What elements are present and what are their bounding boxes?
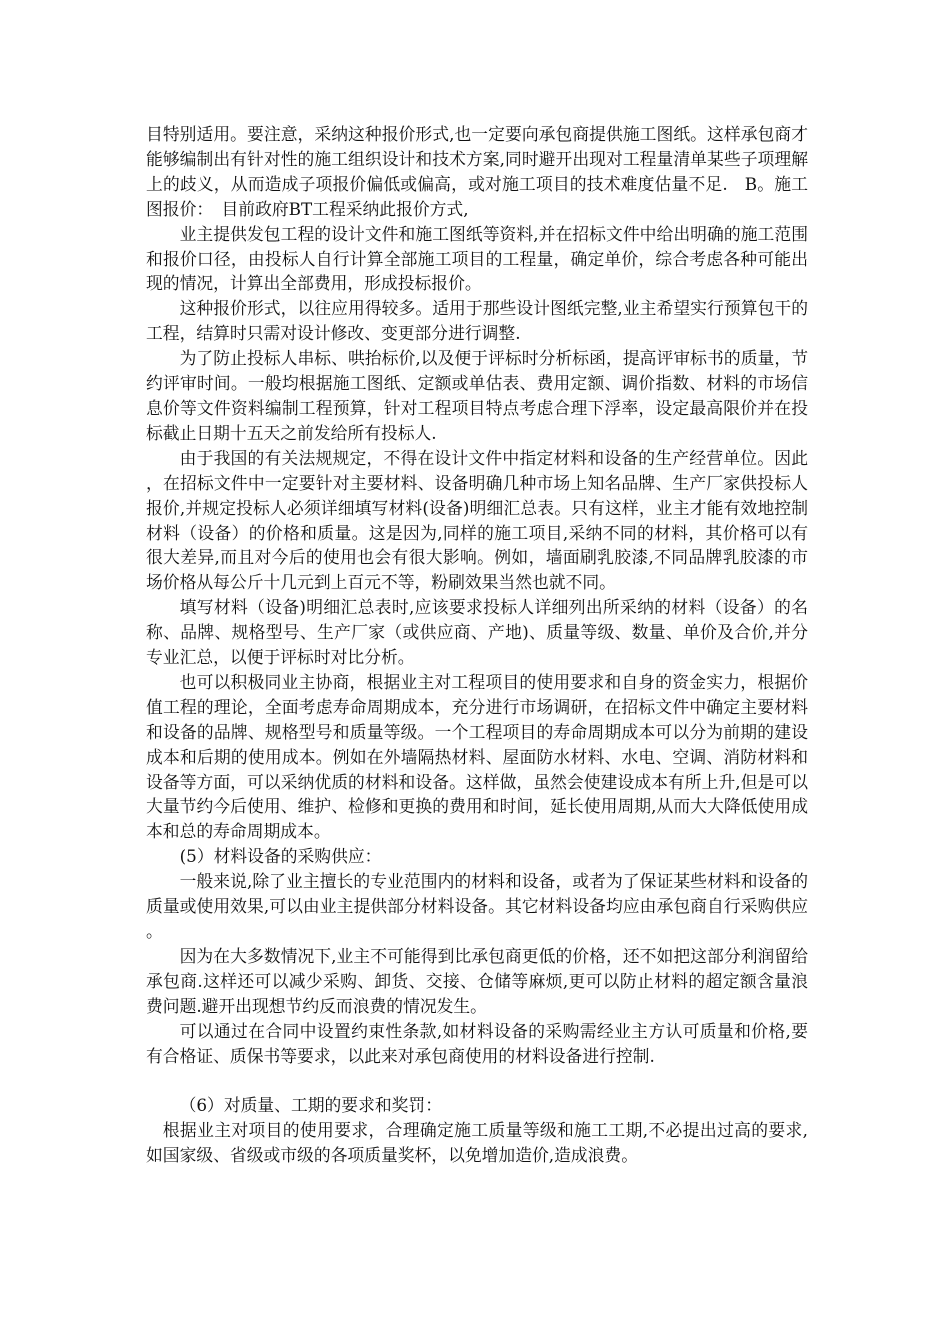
- paragraph-owner-supplied-materials: 一般来说,除了业主擅长的专业范围内的材料和设备，或者为了保证某些材料和设备的质量或使用效果,可以由业主提供部分材料设备。其它材料设备均应由承包商自行采购供应。: [146, 871, 808, 941]
- paragraph-profit-to-contractor: 因为在大多数情况下,业主不可能得到比承包商更低的价格，还不如把这部分利润留给承包商.这样还可以减少采购、卸货、交接、仓储等麻烦,更可以防止材料的超定额含量浪费问题.避开出现想节约反而浪费的情况发生。: [146, 945, 808, 1016]
- paragraph-owner-provides-drawings: 业主提供发包工程的设计文件和施工图纸等资料,并在招标文件中给出明确的施工范围和报价口径，由投标人自行计算全部施工项目的工程量，确定单价，综合考虑各种可能出现的情况，计算出全部费用，形成投标报价。: [146, 223, 808, 294]
- heading-material-procurement: (5）材料设备的采购供应：: [179, 846, 382, 867]
- paragraph-max-price-limit: 为了防止投标人串标、哄抬标价,以及便于评标时分析标函，提高评审标书的质量，节约评审时间。一般均根据施工图纸、定额或单估表、费用定额、调价指数、材料的市场信息价等文件资料编制工程预算，针对工程项目特点考虑合理下浮率，设定最高限价并在投标截止日期十五天之前发给所有投标人.: [146, 348, 808, 443]
- paragraph-contract-clauses: 可以通过在合同中设置约束性条款,如材料设备的采购需经业主方认可质量和价格,要有合格证、质保书等要求，以此来对承包商使用的材料设备进行控制.: [146, 1020, 808, 1066]
- paragraph-quote-form-continued: 目特别适用。要注意，采纳这种报价形式,也一定要向承包商提供施工图纸。这样承包商才能够编制出有针对性的施工组织设计和技术方案,同时避开出现对工程量清单某些子项理解上的歧义，从而造成子项报价偏低或偏高，或对施工项目的技术难度估量不足. B。施工图报价： 目前政府BT工程采纳此报价方式,: [146, 124, 808, 219]
- document-page: [146, 122, 808, 1168]
- paragraph-life-cycle-cost: 也可以积极同业主协商，根据业主对工程项目的使用要求和自身的资金实力，根据价值工程的理论，全面考虑寿命周期成本，充分进行市场调研，在招标文件中确定主要材料和设备的品牌、规格型号和质量等级。一个工程项目的寿命周期成本可以分为前期的建设成本和后期的使用成本。例如在外墙隔热材料、屋面防水材料、水电、空调、消防材料和设备等方面，可以采纳优质的材料和设备。这样做，虽然会使建设成本有所上升,但是可以大量节约今后使用、维护、检修和更换的费用和时间，延长使用周期,从而大大降低使用成本和总的寿命周期成本。: [146, 671, 808, 842]
- paragraph-material-brands: 由于我国的有关法规规定，不得在设计文件中指定材料和设备的生产经营单位。因此，在招标文件中一定要针对主要材料、设备明确几种市场上知名品牌、生产厂家供投标人报价,并规定投标人必须详细填写材料(设备)明细汇总表。只有这样，业主才能有效地控制材料（设备）的价格和质量。这是因为,同样的施工项目,采纳不同的材料，其价格可以有很大差异,而且对今后的使用也会有很大影响。例如，墙面刷乳胶漆,不同品牌乳胶漆的市场价格从每公斤十几元到上百元不等，粉刷效果当然也就不同。: [146, 447, 808, 593]
- paragraph-material-summary-table: 填写材料（设备)明细汇总表时,应该要求投标人详细列出所采纳的材料（设备）的名称、品牌、规格型号、生产厂家（或供应商、产地)、质量等级、数量、单价及合价,并分专业汇总，以便于评标时对比分析。: [146, 597, 808, 668]
- paragraph-quality-grade: 根据业主对项目的使用要求，合理确定施工质量等级和施工工期,不必提出过高的要求,如国家级、省级或市级的各项质量奖杯，以免增加造价,造成浪费。: [146, 1120, 808, 1166]
- heading-quality-schedule-requirements: （6）对质量、工期的要求和奖罚：: [179, 1095, 442, 1116]
- paragraph-quote-form-usage: 这种报价形式，以往应用得较多。适用于那些设计图纸完整,业主希望实行预算包干的工程，结算时只需对设计修改、变更部分进行调整.: [146, 298, 808, 344]
